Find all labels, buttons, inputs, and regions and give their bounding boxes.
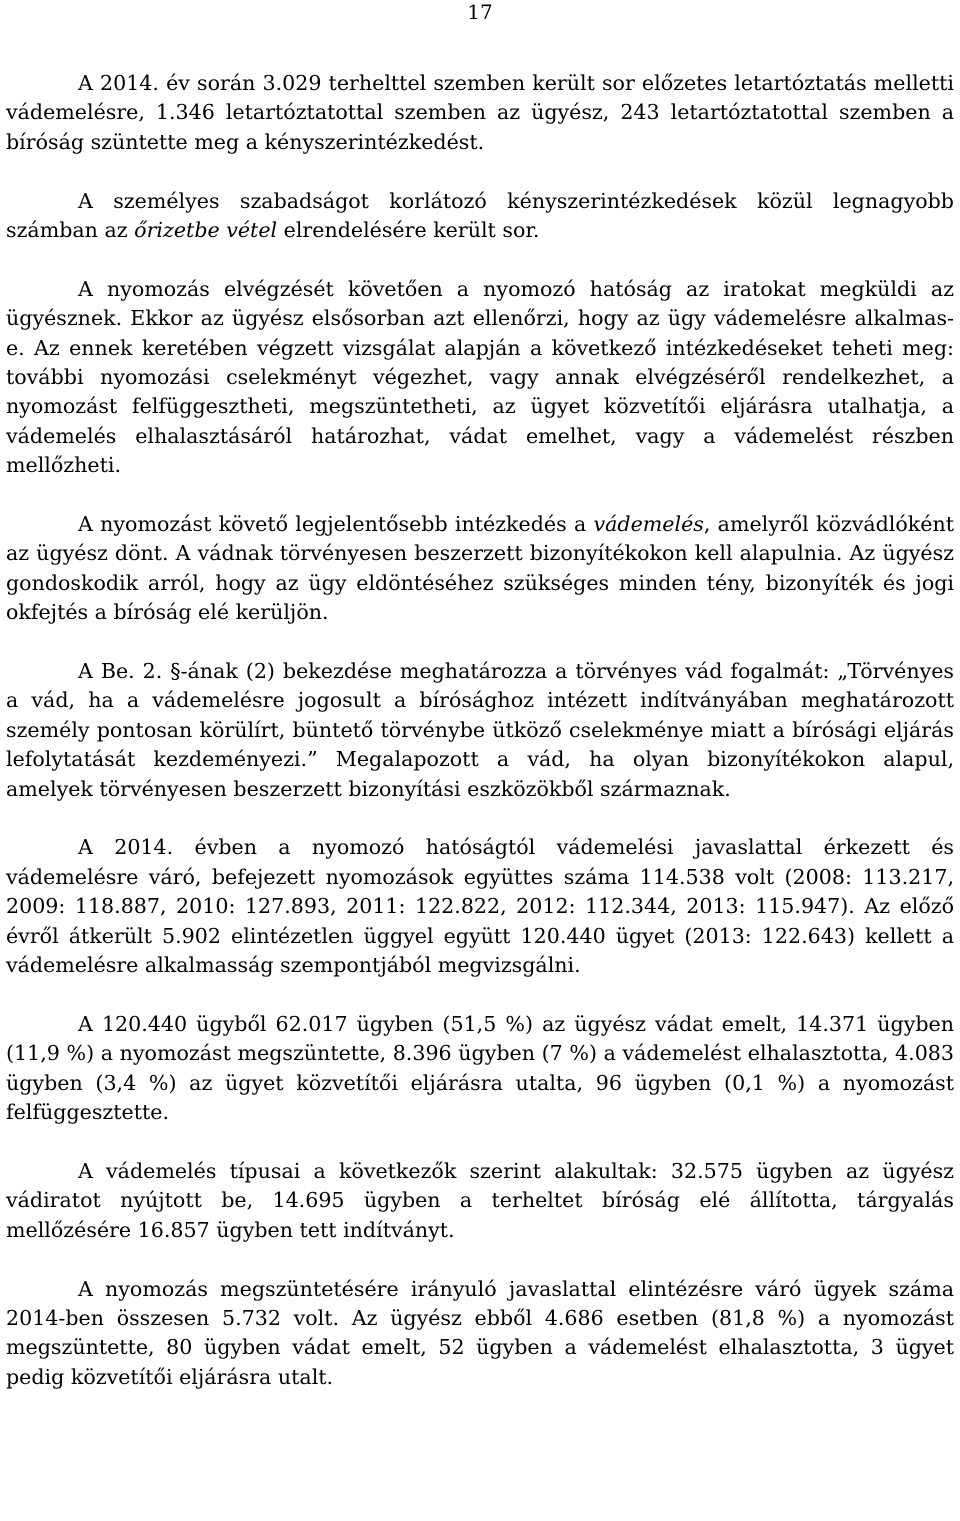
paragraph — [6, 510, 954, 628]
text-run: , amelyről közvádlóként az ügyész dönt. A vádnak törvényesen beszerzett bizonyítékokon kell alapulnia. Az ügyész gondoskodik arról, hogy az ügy eldöntéséhez szükséges minden tény, bizonyíték és jogi okfejtés a bíróság elé kerüljön. — [6, 512, 954, 625]
text-run: A 2014. évben a nyomozó hatóságtól vádemelési javaslattal érkezett és vádemelésre váró, befejezett nyomozások együttes száma 114.538 volt (2008: 113.217, 2009: 118.887, 2010: 127.893, 2011: 122.822, 2012: 112.344, 2013: 115.947). Az előző évről átkerült 5.902 elintézetlen üggyel együtt 120.440 ügyet (2013: 122.643) kellett a vádemelésre alkalmasság szempontjából megvizsgálni. — [6, 835, 954, 978]
paragraph — [6, 833, 954, 980]
italic-term: őrizetbe vétel — [134, 218, 278, 243]
paragraph — [6, 1010, 954, 1128]
document-body — [6, 69, 954, 1392]
italic-term: vádemelés — [593, 512, 704, 537]
paragraph — [6, 1275, 954, 1393]
text-run: A 120.440 ügyből 62.017 ügyben (51,5 %) az ügyész vádat emelt, 14.371 ügyben (11,9 %) a nyomozást megszüntette, 8.396 ügyben (7 %) a vádemelést elhalasztotta, 4.083 ügyben (3,4 %) az ügyet közvetítői eljárásra utalta, 96 ügyben (0,1 %) a nyomozást felfüggesztette. — [6, 1011, 954, 1125]
text-run: A 2014. év során 3.029 terhelttel szemben került sor előzetes letartóztatás melletti vádemelésre, 1.346 letartóztatottal szemben az ügyész, 243 letartóztatottal szemben a bíróság szüntette meg a kényszerintézkedést. — [6, 71, 954, 154]
text-run: A nyomozást követő legjelentősebb intézkedés a — [78, 512, 594, 537]
paragraph — [6, 1157, 954, 1245]
text-run: A nyomozás megszüntetésére irányuló javaslattal elintézésre váró ügyek száma 2014-ben összesen 5.732 volt. Az ügyész ebből 4.686 esetben (81,8 %) a nyomozást megszüntette, 80 ügyben vádat emelt, 52 ügyben a vádemelést elhalasztotta, 3 ügyet pedig közvetítői eljárásra utalt. — [6, 1276, 954, 1389]
paragraph — [6, 275, 954, 481]
text-run: A vádemelés típusai a következők szerint alakultak: 32.575 ügyben az ügyész vádiratot nyújtott be, 14.695 ügyben a terheltet bíróság elé állította, tárgyalás mellőzésére 16.857 ügyben tett indítványt. — [6, 1158, 954, 1242]
paragraph — [6, 187, 954, 246]
paragraph — [6, 69, 954, 157]
text-run: A nyomozás elvégzését követően a nyomozó hatóság az iratokat megküldi az ügyésznek. Ekkor az ügyész elsősorban azt ellenőrzi, hogy az ügy vádemelésre alkalmas-e. Az ennek keretében végzett vizsgálat alapján a következő intézkedéseket teheti meg: további nyomozási cselekményt végezhet, vagy annak elvégzéséről rendelkezhet, a nyomozást felfüggesztheti, megszüntetheti, az ügyet közvetítői eljárásra utalhatja, a vádemelés elhalasztásáról határozhat, vádat emelhet, vagy a vádemelést részben mellőzheti. — [6, 276, 954, 478]
text-run: A Be. 2. §-ának (2) bekezdése meghatározza a törvényes vád fogalmát: „Törvényes a vád, ha a vádemelésre jogosult a bírósághoz intézett indítványában meghatározott személy pontosan körülírt, büntető törvénybe ütköző cselekménye miatt a bírósági eljárás lefolytatását kezdeményezi.” Megalapozott a vád, ha olyan bizonyítékokon alapul, amelyek törvényesen beszerzett bizonyítási eszközökből származnak. — [6, 659, 954, 801]
text-run: elrendelésére került sor. — [277, 218, 540, 243]
text-run: A személyes szabadságot korlátozó kényszerintézkedések közül legnagyobb számban az — [6, 188, 954, 243]
paragraph — [6, 657, 954, 804]
page-number: 17 — [467, 0, 493, 24]
